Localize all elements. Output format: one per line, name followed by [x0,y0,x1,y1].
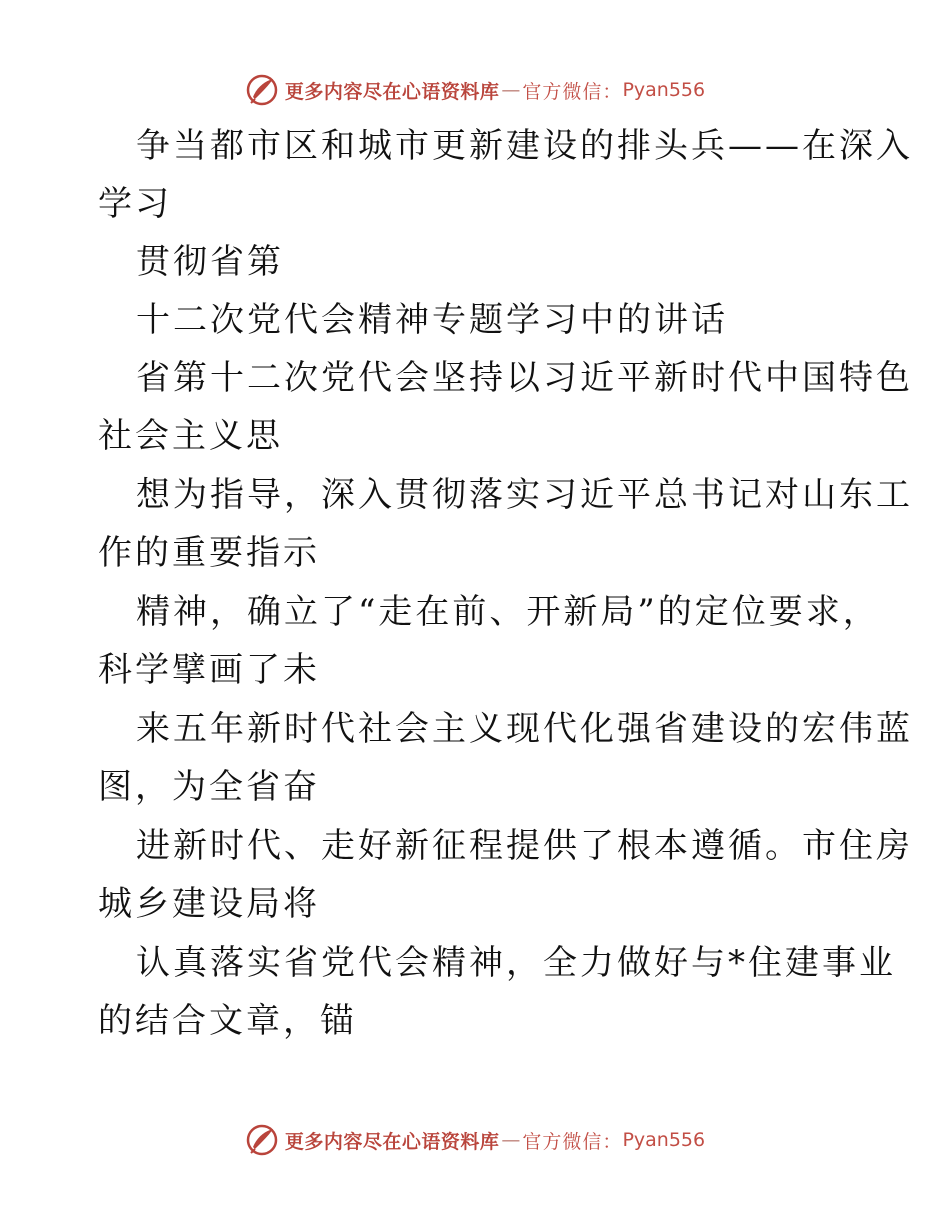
watermark-dash: — [501,79,521,101]
text-line: 社会主义思 [98,416,283,456]
watermark-label: 官方微信： [522,80,623,103]
watermark-wechat-id: Pyan556 [622,1129,706,1151]
text-line: 十二次党代会精神专题学习中的讲话 [136,300,728,340]
watermark-label: 官方微信： [522,1130,623,1153]
watermark-brand: 更多内容尽在心语资料库 [284,80,500,103]
text-line: 城乡建设局将 [98,884,320,924]
watermark-brand: 更多内容尽在心语资料库 [284,1130,500,1153]
text-line: 图，为全省奋 [98,767,320,807]
text-line: 想为指导，深入贯彻落实习近平总书记对山东工 [136,475,913,515]
footer-watermark [0,1120,950,1160]
watermark-wechat-id: Pyan556 [622,79,706,101]
text-line: 学习 [98,184,172,224]
text-line: 来五年新时代社会主义现代化强省建设的宏伟蓝 [136,709,913,749]
text-line: 进新时代、走好新征程提供了根本遵循。市住房 [136,826,913,866]
text-line: 争当都市区和城市更新建设的排头兵——在深入 [136,126,913,166]
red-quill-logo-icon [245,1123,279,1157]
text-line: 贯彻省第 [136,242,284,282]
text-line: 作的重要指示 [98,533,320,573]
text-line: 的结合文章，锚 [98,1001,357,1041]
text-line: 精神，确立了“走在前、开新局”的定位要求， [136,592,880,632]
text-line: 认真落实省党代会精神，全力做好与*住建事业 [136,943,896,983]
text-line: 科学擘画了未 [98,650,320,690]
text-line: 省第十二次党代会坚持以习近平新时代中国特色 [136,358,913,398]
watermark-dash: — [501,1129,521,1151]
